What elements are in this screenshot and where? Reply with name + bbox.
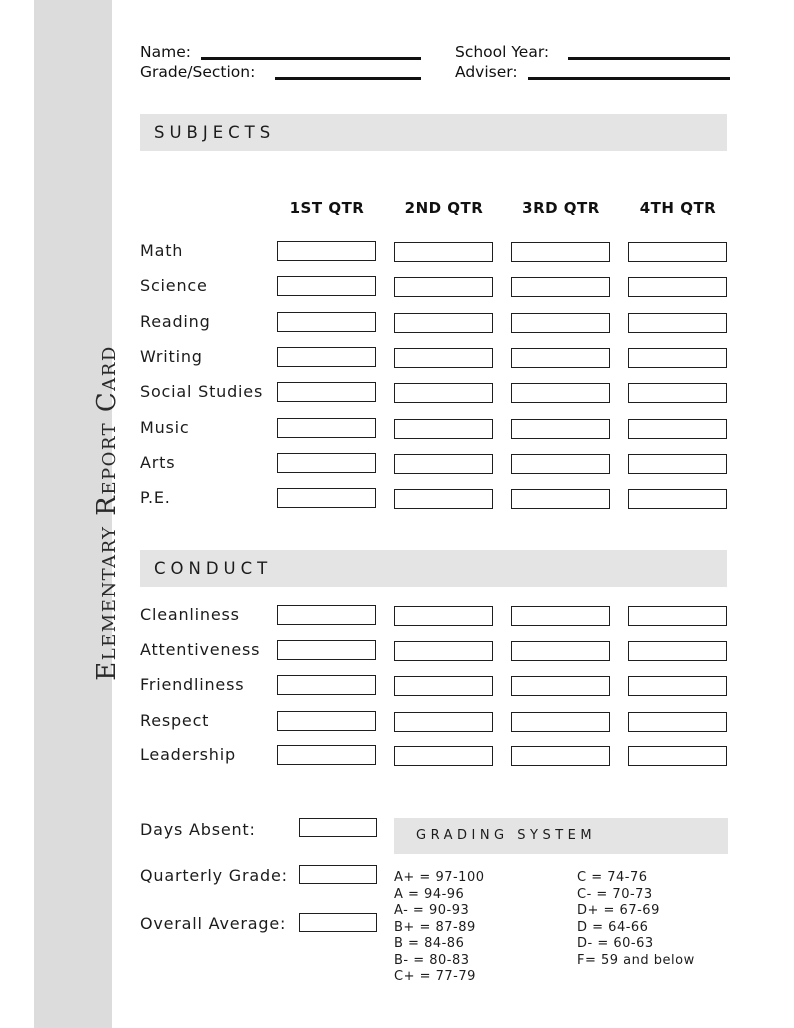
cleanliness-q4-box[interactable] xyxy=(628,606,727,626)
grade-section-label: Grade/Section: xyxy=(140,63,256,81)
writing-q2-box[interactable] xyxy=(394,348,493,368)
respect-q1-box[interactable] xyxy=(277,711,376,731)
cleanliness-q2-box[interactable] xyxy=(394,606,493,626)
grading-scale-left xyxy=(394,870,485,986)
conduct-label-leadership: Leadership xyxy=(140,745,236,764)
math-q3-box[interactable] xyxy=(511,242,610,262)
friendliness-q3-box[interactable] xyxy=(511,676,610,696)
report-card-title: Elementary Report Card xyxy=(92,345,122,681)
name-label: Name: xyxy=(140,43,191,61)
friendliness-q1-box[interactable] xyxy=(277,675,376,695)
subject-label-reading: Reading xyxy=(140,312,211,331)
leadership-q4-box[interactable] xyxy=(628,746,727,766)
science-q1-box[interactable] xyxy=(277,276,376,296)
writing-q3-box[interactable] xyxy=(511,348,610,368)
grade-section-field[interactable] xyxy=(275,77,421,80)
conduct-heading-band xyxy=(140,550,727,587)
grade-scale-item: A = 94-96 xyxy=(394,886,465,902)
writing-q1-box[interactable] xyxy=(277,347,376,367)
pe-q2-box[interactable] xyxy=(394,489,493,509)
conduct-label-cleanliness: Cleanliness xyxy=(140,605,240,624)
writing-q4-box[interactable] xyxy=(628,348,727,368)
conduct-label-friendliness: Friendliness xyxy=(140,675,245,694)
grade-scale-item: D+ = 67-69 xyxy=(577,903,660,918)
subject-label-social-studies: Social Studies xyxy=(140,382,264,401)
friendliness-q2-box[interactable] xyxy=(394,676,493,696)
science-q4-box[interactable] xyxy=(628,277,727,297)
cleanliness-q1-box[interactable] xyxy=(277,605,376,625)
grade-scale-item: D = 64-66 xyxy=(577,919,649,935)
subject-label-writing: Writing xyxy=(140,347,203,366)
friendliness-q4-box[interactable] xyxy=(628,676,727,696)
grade-scale-item: A- = 90-93 xyxy=(394,903,470,918)
attentiveness-q3-box[interactable] xyxy=(511,641,610,661)
pe-q3-box[interactable] xyxy=(511,489,610,509)
social-studies-q4-box[interactable] xyxy=(628,383,727,403)
school-year-field[interactable] xyxy=(568,57,730,60)
grade-scale-item: C = 74-76 xyxy=(577,870,648,885)
conduct-label-respect: Respect xyxy=(140,711,210,730)
music-q3-box[interactable] xyxy=(511,419,610,439)
social-studies-q3-box[interactable] xyxy=(511,383,610,403)
grading-scale-right xyxy=(577,870,695,969)
quarter-header-4: 4TH QTR xyxy=(639,199,717,217)
subject-label-math: Math xyxy=(140,241,184,260)
reading-q3-box[interactable] xyxy=(511,313,610,333)
arts-q2-box[interactable] xyxy=(394,454,493,474)
subjects-heading-band xyxy=(140,114,727,151)
grading-system-heading: GRADING SYSTEM xyxy=(416,828,597,843)
respect-q2-box[interactable] xyxy=(394,712,493,732)
conduct-heading: CONDUCT xyxy=(154,559,273,578)
sidebar xyxy=(34,0,122,1028)
arts-q4-box[interactable] xyxy=(628,454,727,474)
quarterly-grade-label: Quarterly Grade: xyxy=(140,866,288,885)
subject-label-science: Science xyxy=(140,276,208,295)
days-absent-label: Days Absent: xyxy=(140,820,256,839)
quarter-header-3: 3RD QTR xyxy=(522,199,600,217)
social-studies-q1-box[interactable] xyxy=(277,382,376,402)
music-q1-box[interactable] xyxy=(277,418,376,438)
grade-scale-item: A+ = 97-100 xyxy=(394,870,485,885)
cleanliness-q3-box[interactable] xyxy=(511,606,610,626)
pe-q1-box[interactable] xyxy=(277,488,376,508)
school-year-label: School Year: xyxy=(455,43,550,61)
grade-scale-item: B = 84-86 xyxy=(394,936,465,951)
subjects-heading: SUBJECTS xyxy=(154,123,276,142)
music-q2-box[interactable] xyxy=(394,419,493,439)
pe-q4-box[interactable] xyxy=(628,489,727,509)
conduct-label-attentiveness: Attentiveness xyxy=(140,640,261,659)
social-studies-q2-box[interactable] xyxy=(394,383,493,403)
respect-q3-box[interactable] xyxy=(511,712,610,732)
name-field[interactable] xyxy=(201,57,421,60)
subject-label-arts: Arts xyxy=(140,453,176,472)
grade-scale-item: D- = 60-63 xyxy=(577,936,654,951)
grade-scale-item: B+ = 87-89 xyxy=(394,919,476,935)
arts-q3-box[interactable] xyxy=(511,454,610,474)
music-q4-box[interactable] xyxy=(628,419,727,439)
leadership-q1-box[interactable] xyxy=(277,745,376,765)
reading-q1-box[interactable] xyxy=(277,312,376,332)
subject-label-music: Music xyxy=(140,418,190,437)
arts-q1-box[interactable] xyxy=(277,453,376,473)
respect-q4-box[interactable] xyxy=(628,712,727,732)
overall-average-box[interactable] xyxy=(299,913,377,932)
subject-label-pe: P.E. xyxy=(140,488,171,507)
grade-scale-item: F= 59 and below xyxy=(577,952,695,968)
science-q3-box[interactable] xyxy=(511,277,610,297)
math-q4-box[interactable] xyxy=(628,242,727,262)
leadership-q3-box[interactable] xyxy=(511,746,610,766)
attentiveness-q4-box[interactable] xyxy=(628,641,727,661)
science-q2-box[interactable] xyxy=(394,277,493,297)
adviser-field[interactable] xyxy=(528,77,730,80)
quarter-header-2: 2ND QTR xyxy=(404,199,484,217)
grade-scale-item: B- = 80-83 xyxy=(394,952,470,968)
reading-q4-box[interactable] xyxy=(628,313,727,333)
attentiveness-q1-box[interactable] xyxy=(277,640,376,660)
quarterly-grade-box[interactable] xyxy=(299,865,377,884)
quarter-header-1: 1ST QTR xyxy=(289,199,365,217)
grade-scale-item: C- = 70-73 xyxy=(577,886,653,902)
leadership-q2-box[interactable] xyxy=(394,746,493,766)
math-q1-box[interactable] xyxy=(277,241,376,261)
reading-q2-box[interactable] xyxy=(394,313,493,333)
days-absent-box[interactable] xyxy=(299,818,377,837)
adviser-label: Adviser: xyxy=(455,63,518,81)
grading-system-heading-band xyxy=(394,818,728,854)
math-q2-box[interactable] xyxy=(394,242,493,262)
grade-scale-item: C+ = 77-79 xyxy=(394,969,476,984)
overall-average-label: Overall Average: xyxy=(140,914,287,933)
attentiveness-q2-box[interactable] xyxy=(394,641,493,661)
